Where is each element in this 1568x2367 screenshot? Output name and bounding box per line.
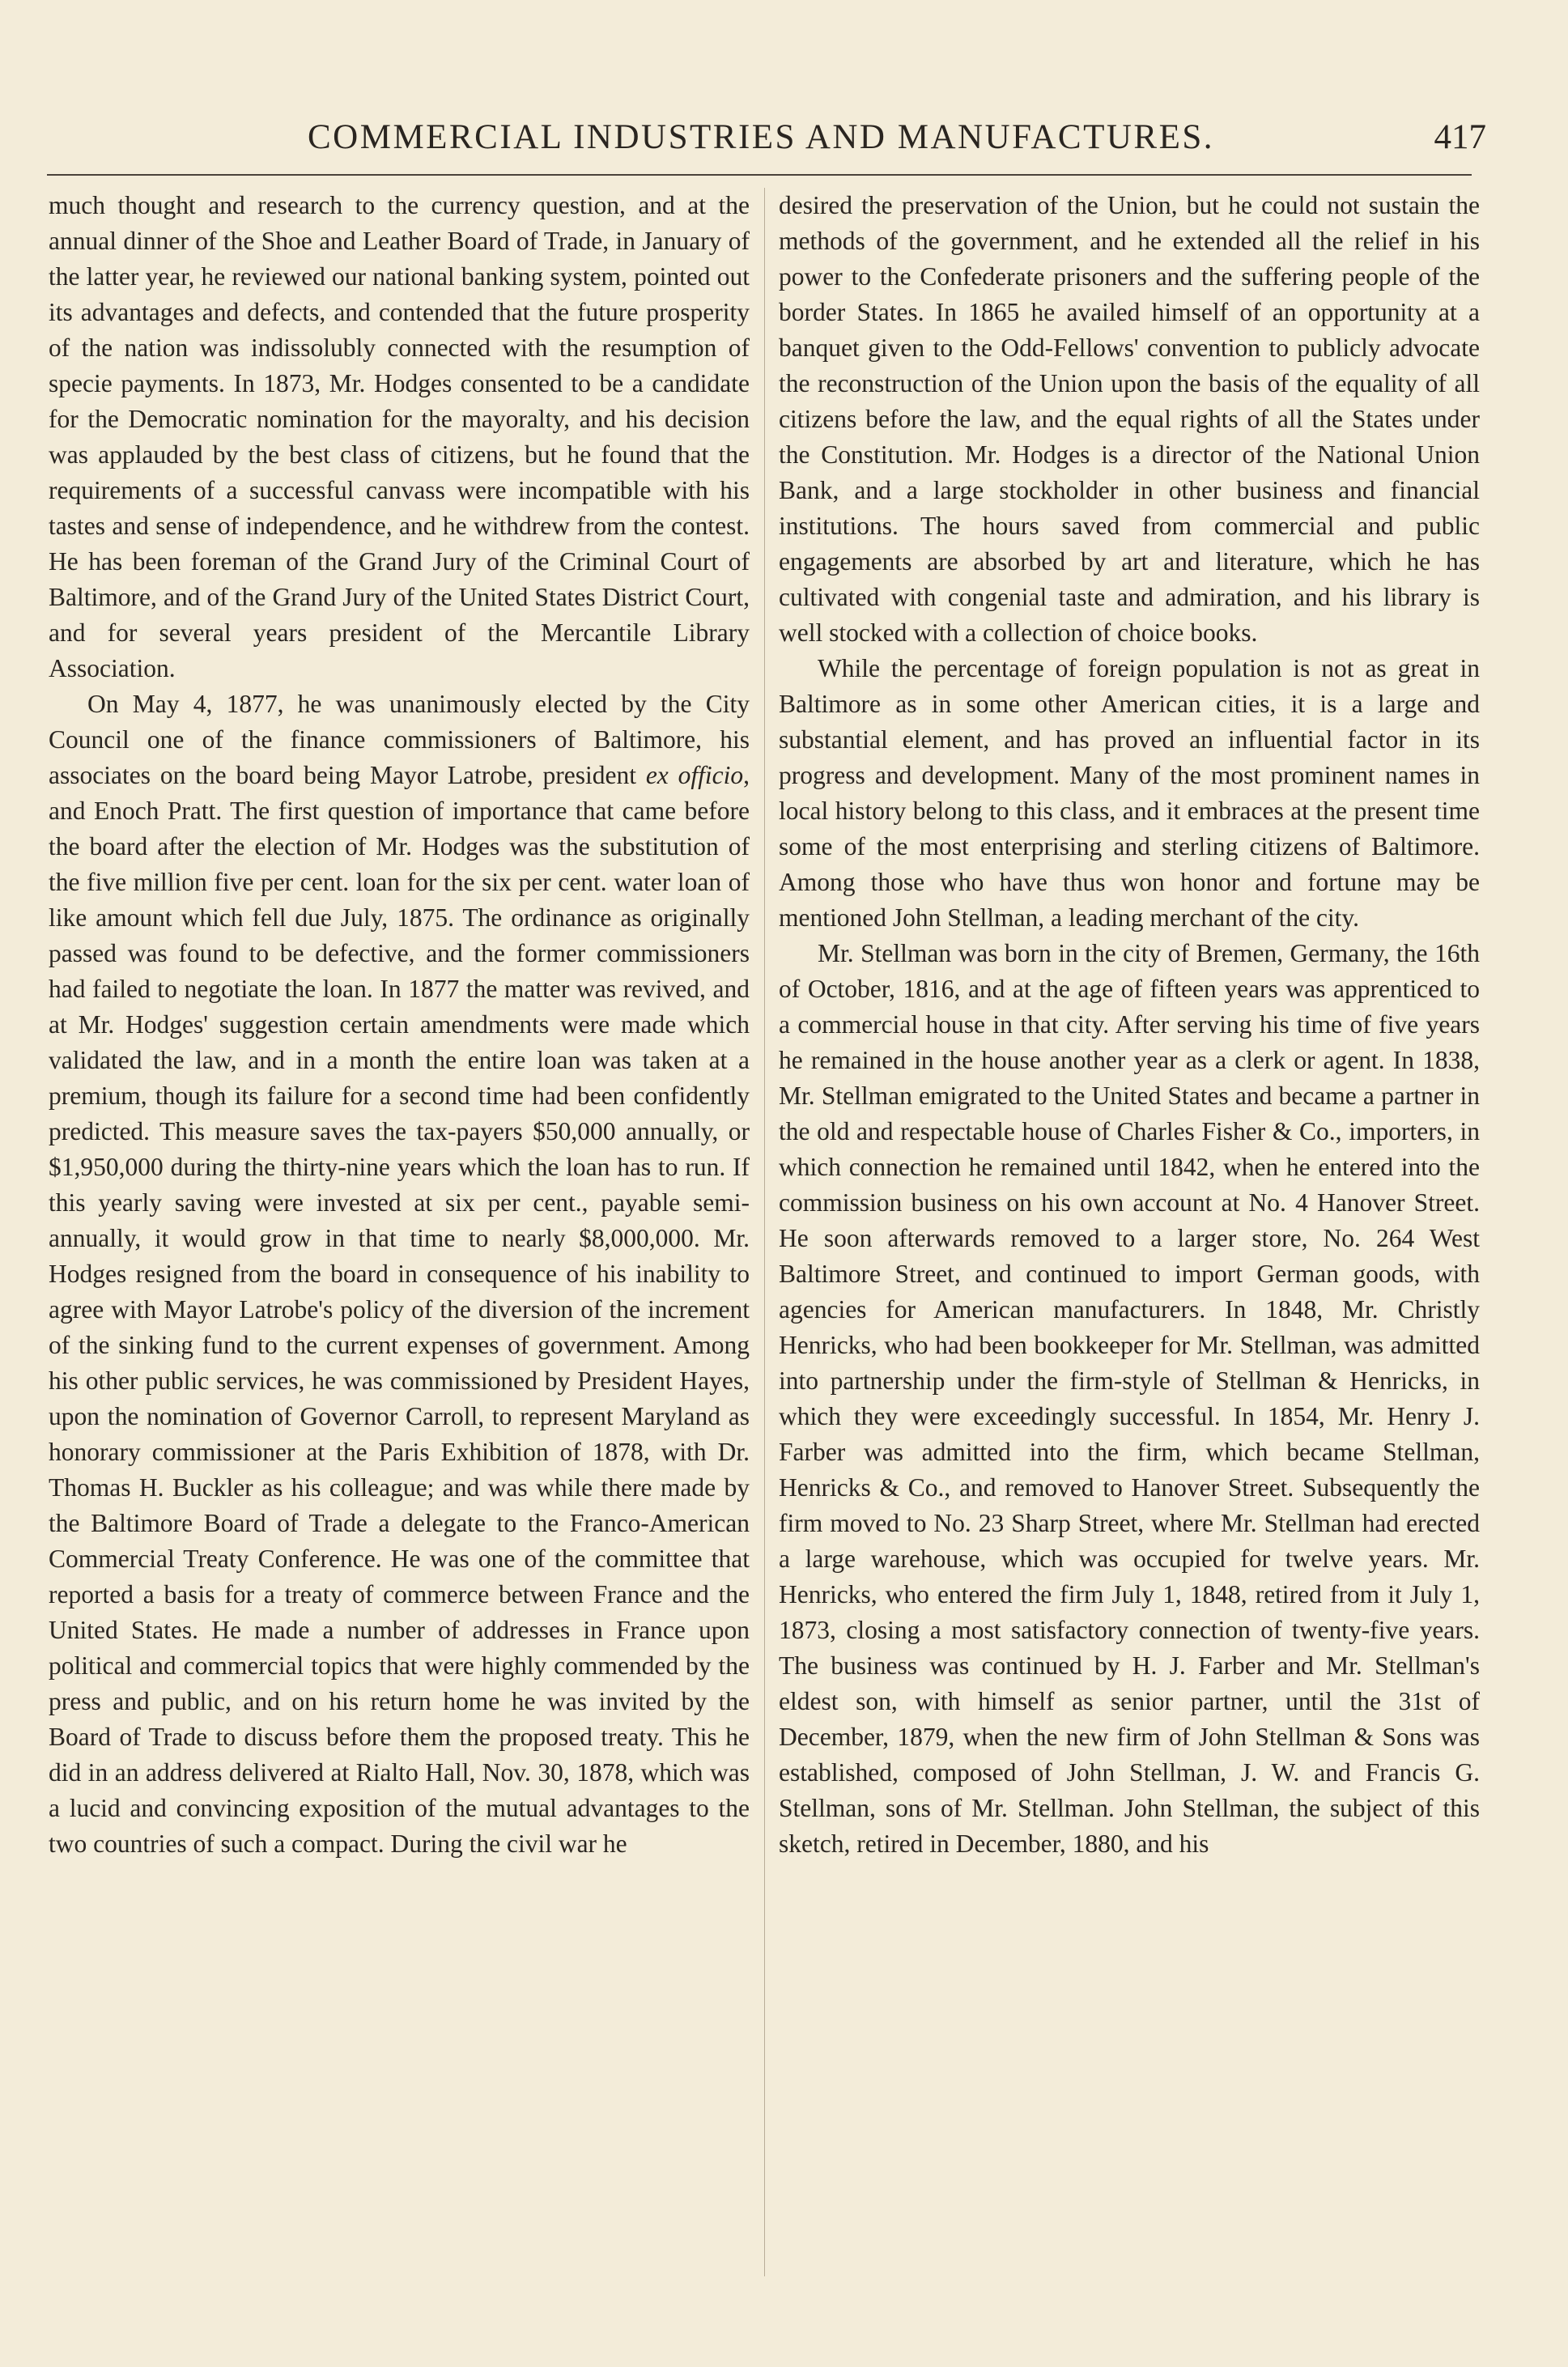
text-run: , and Enoch Pratt. The first question of importance that came before the board after the election of Mr. Hodges was the substitution of the five million five per cent. loan for the six per cent. water loan of like amount which fell due July, 1875. The ordinance as originally passed was found to be defective, and the former commissioners had failed to negotiate the loan. In 1877 the matter was revived, and at Mr. Hodges' suggestion certain amendments were made which validated the law, and in a month the entire loan was taken at a premium, though its failure for a second time had been confidently predicted. This measure saves the tax-payers $50,000 annually, or $1,950,000 during the thirty-nine years which the loan has to run. If this yearly saving were invested at six per cent., payable semi-annually, it would grow in that time to nearly $8,000,000. Mr. Hodges resigned from the board in consequence of his inability to agree with Mayor Latrobe's policy of the diversion of the increment of the sinking fund to the current expenses of government. Among his other public services, he was commissioned by President Hayes, upon the nomination of Governor Carroll, to represent Maryland as honorary commissioner at the Paris Exhibition of 1878, with Dr. Thomas H. Buckler as his colleague; and was while there made by the Baltimore Board of Trade a delegate to the Franco-American Commercial Treaty Conference. He was one of the committee that reported a basis for a treaty of commerce between France and the United States. He made a number of addresses in France upon political and commercial topics that were highly commended by the press and public, and on his return home he was invited by the Board of Trade to discuss before them the proposed treaty. This he did in an address delivered at Rialto Hall, Nov. 30, 1878, which was a lucid and convincing exposition of the mutual advantages to the two countries of such a compact. During the civil war he: [49, 761, 750, 1858]
left-column: [49, 188, 750, 1862]
running-head: [40, 113, 1486, 162]
italic-phrase: ex officio: [645, 761, 744, 789]
running-title: COMMERCIAL INDUSTRIES AND MANUFACTURES.: [307, 118, 1215, 156]
column-divider: [764, 188, 765, 2276]
header-rule: [47, 174, 1472, 176]
right-column: [779, 188, 1480, 1862]
right-paragraph-continued: desired the preservation of the Union, but he could not sustain the methods of the government, and he extended all the relief in his power to the Confederate prisoners and the suffering people of the border States. In 1865 he availed himself of an opportunity at a banquet given to the Odd-Fellows' convention to publicly advocate the reconstruction of the Union upon the basis of the equality of all citizens before the law, and the equal rights of all the States under the Constitution. Mr. Hodges is a director of the National Union Bank, and a large stockholder in other business and financial institutions. The hours saved from commercial and public engagements are absorbed by art and literature, which he has cultivated with congenial taste and admiration, and his library is well stocked with a collection of choice books.: [779, 191, 1480, 647]
text-run: On May 4, 1877, he was unanimously elected by the City Council one of the finance commissioners of Baltimore, his associates on the board being Mayor Latrobe, president: [49, 690, 750, 789]
right-paragraph-stellman-biography: Mr. Stellman was born in the city of Bremen, Germany, the 16th of October, 1816, and at the age of fifteen years was apprenticed to a commercial house in that city. After serving his time of five years he remained in the house another year as a clerk or agent. In 1838, Mr. Stellman emigrated to the United States and became a partner in the old and respectable house of Charles Fisher & Co., importers, in which connection he remained until 1842, when he entered into the commission business on his own account at No. 4 Hanover Street. He soon afterwards removed to a larger store, No. 264 West Baltimore Street, and continued to import German goods, with agencies for American manufacturers. In 1848, Mr. Christly Henricks, who had been bookkeeper for Mr. Stellman, was admitted into partnership under the firm-style of Stellman & Henricks, in which they were exceedingly successful. In 1854, Mr. Henry J. Farber was admitted into the firm, which became Stellman, Henricks & Co., and removed to Hanover Street. Subsequently the firm moved to No. 23 Sharp Street, where Mr. Stellman had erected a large warehouse, which was occupied for twelve years. Mr. Henricks, who entered the firm July 1, 1848, retired from it July 1, 1873, closing a most satisfactory connection of twenty-five years. The business was continued by H. J. Farber and Mr. Stellman's eldest son, with himself as senior partner, until the 31st of December, 1879, when the new firm of John Stellman & Sons was established, composed of John Stellman, J. W. and Francis G. Stellman, sons of Mr. Stellman. John Stellman, the subject of this sketch, retired in December, 1880, and his: [779, 939, 1480, 1858]
page-number: 417: [1434, 118, 1486, 156]
left-paragraph-continued: much thought and research to the currency question, and at the annual dinner of the Shoe and Leather Board of Trade, in January of the latter year, he reviewed our national banking system, pointed out its advantages and defects, and contended that the future prosperity of the nation was indissolubly connected with the resumption of specie payments. In 1873, Mr. Hodges consented to be a candidate for the Democratic nomination for the mayoralty, and his decision was applauded by the best class of citizens, but he found that the requirements of a successful canvass were incompatible with his tastes and sense of independence, and he withdrew from the contest. He has been foreman of the Grand Jury of the Criminal Court of Baltimore, and of the Grand Jury of the United States District Court, and for several years president of the Mercantile Library Association.: [49, 191, 750, 682]
right-paragraph-foreign-population: While the percentage of foreign population is not as great in Baltimore as in some other American cities, it is a large and substantial element, and has proved an influential factor in its progress and development. Many of the most prominent names in local history belong to this class, and it embraces at the present time some of the most enterprising and sterling citizens of Baltimore. Among those who have thus won honor and fortune may be mentioned John Stellman, a leading merchant of the city.: [779, 654, 1480, 932]
left-paragraph-finance-commission: [49, 686, 750, 1862]
